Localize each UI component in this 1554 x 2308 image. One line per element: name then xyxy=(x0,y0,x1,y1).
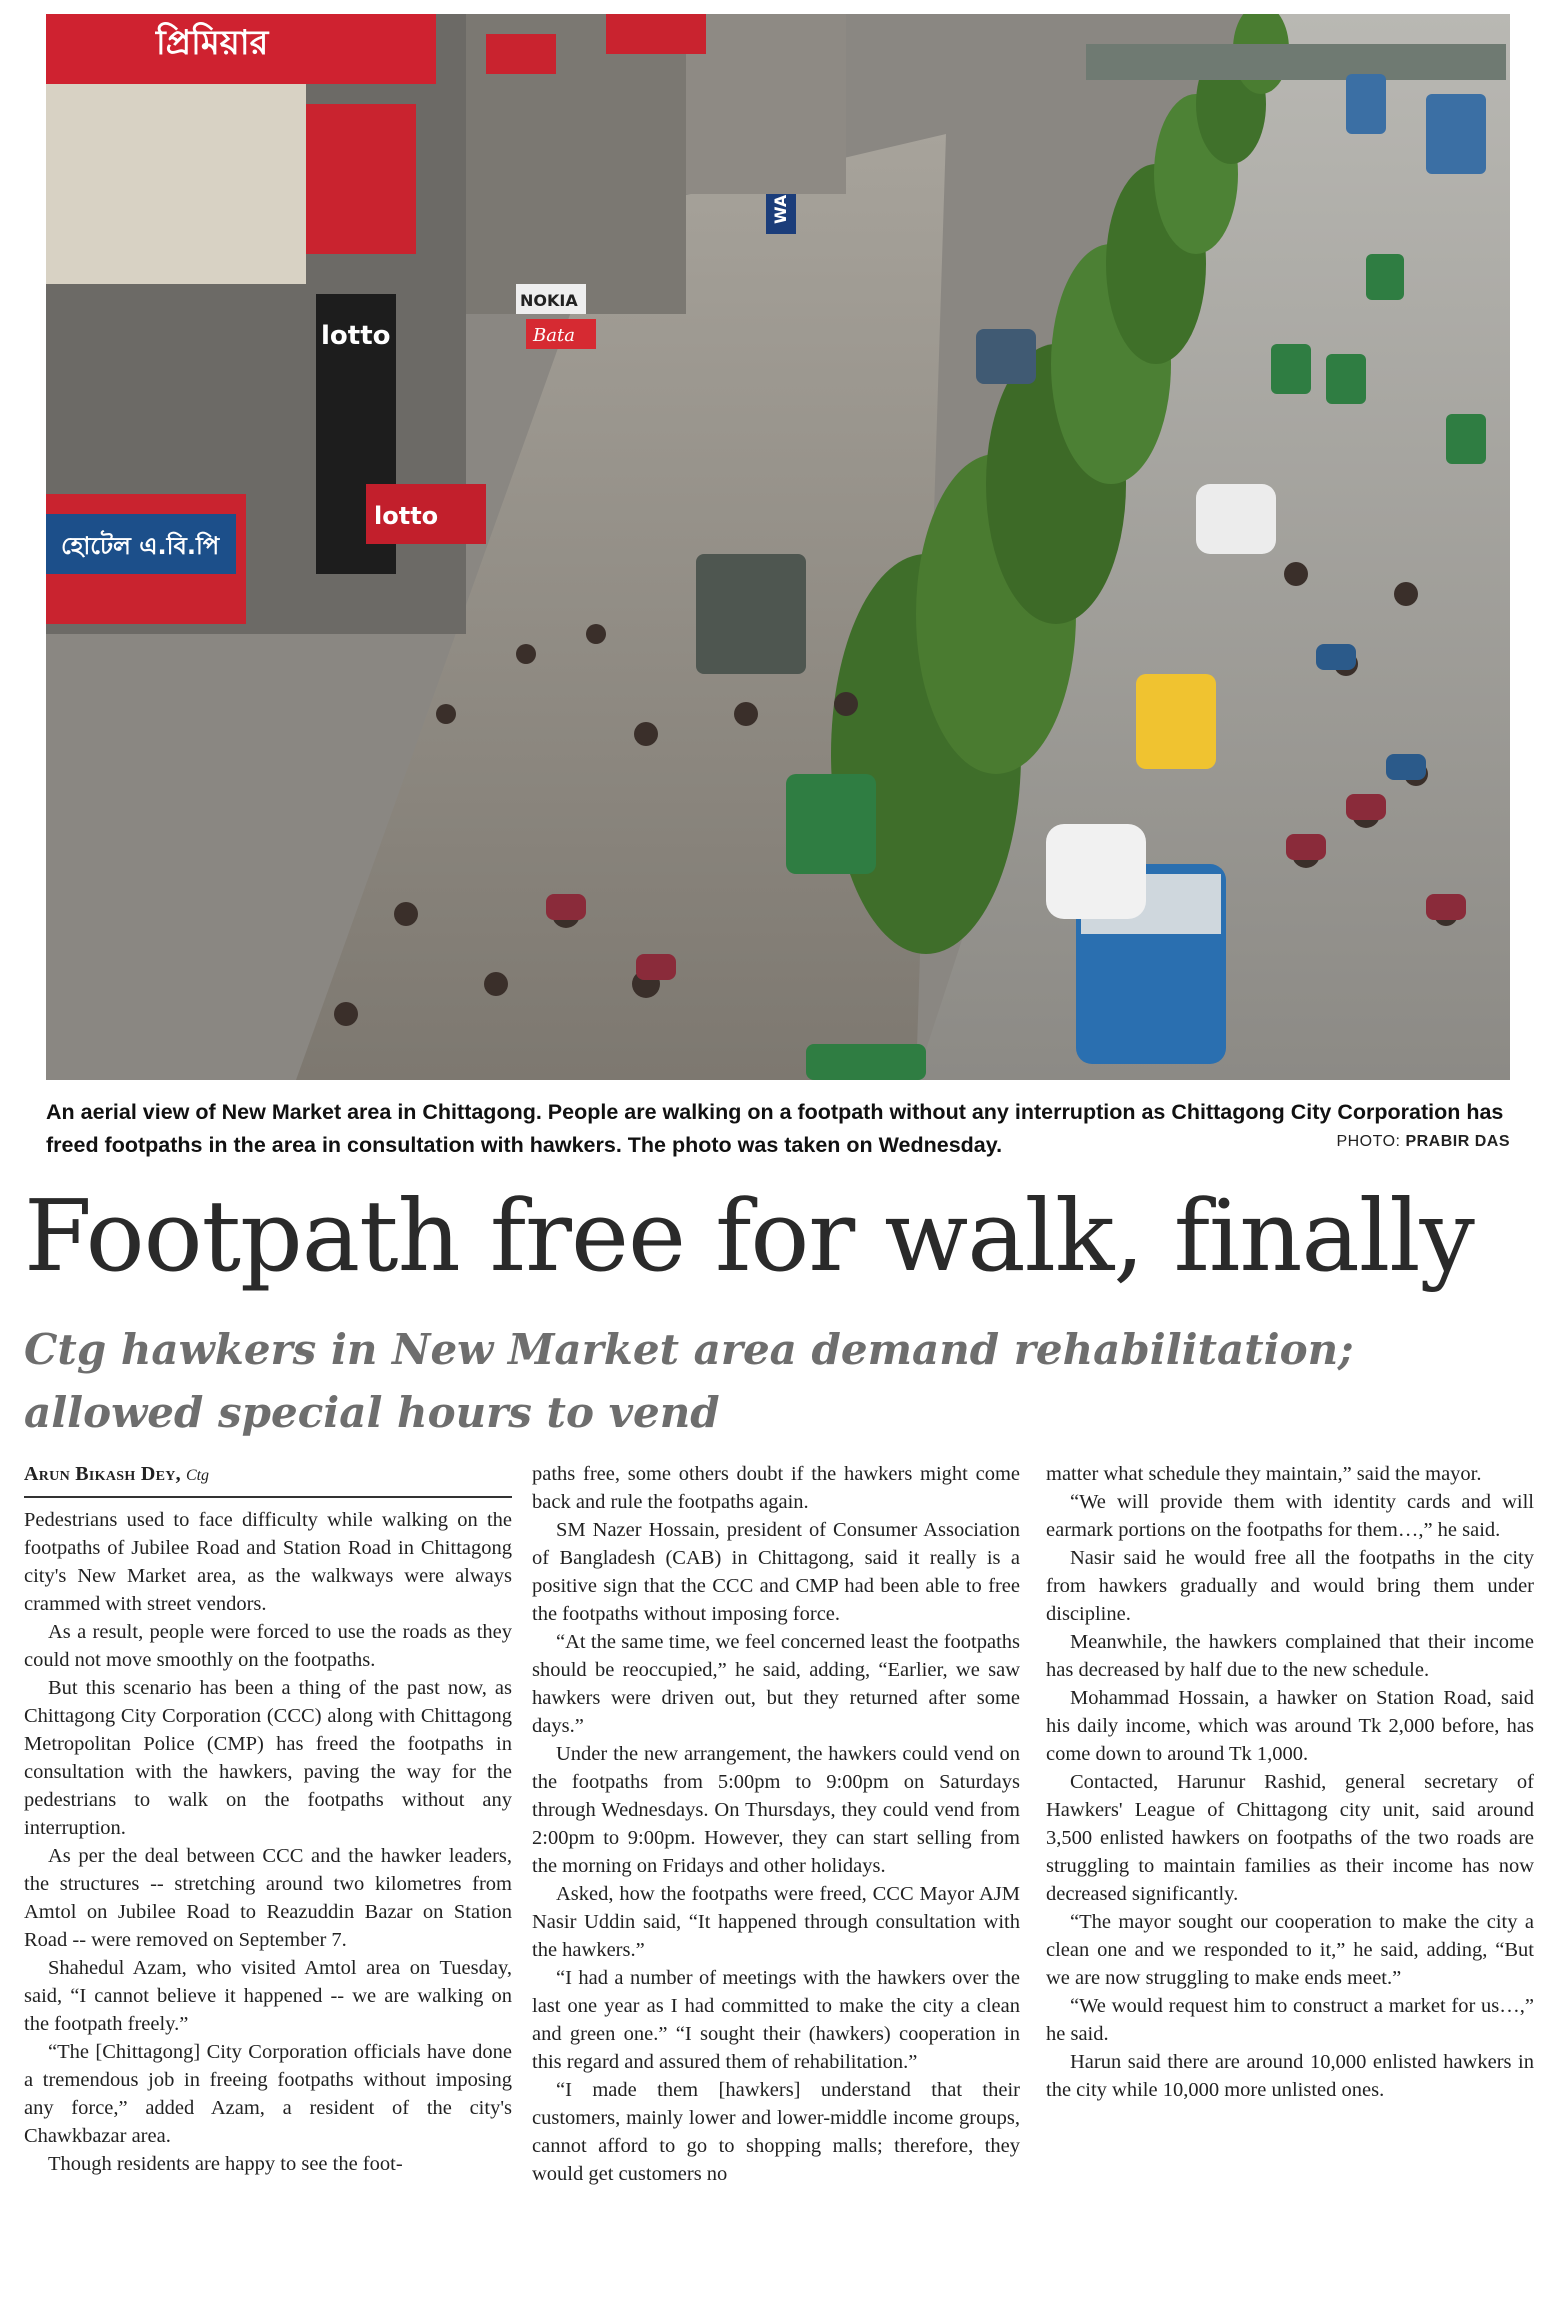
paragraph: “I had a number of meetings with the hawkers over the last one year as I had committed to make the city a clean and green one.” “I sought their (hawkers) cooperation in this regard and assured them of rehabilitation.” xyxy=(532,1967,1020,2073)
article-column-3 xyxy=(1046,1460,1534,2104)
paragraph: SM Nazer Hossain, president of Consumer Association of Bangladesh (CAB) in Chittagong, said it really is a positive sign that the CCC and CMP had been able to free the footpaths without imposing force. xyxy=(532,1519,1020,1625)
paragraph: Though residents are happy to see the foot- xyxy=(48,2153,403,2175)
paragraph: “At the same time, we feel concerned least the footpaths should be reoccupied,” he said, adding, “Earlier, we saw hawkers were driven out, but they returned after some days.” xyxy=(532,1631,1020,1737)
paragraph: “The mayor sought our cooperation to make the city a clean one and we responded to it,” he said, adding, “But we are now struggling to make ends meet.” xyxy=(1046,1911,1534,1989)
sign-hotel: হোটেল এ.বি.পি xyxy=(61,532,220,560)
paragraph: paths free, some others doubt if the hawkers might come back and rule the footpaths again. xyxy=(532,1463,1020,1513)
paragraph: Contacted, Harunur Rashid, general secretary of Hawkers' League of Chittagong city unit, said around 3,500 enlisted hawkers on footpaths of the two roads are struggling to maintain families as their income has now decreased significantly. xyxy=(1046,1771,1534,1905)
paragraph: “We would request him to construct a market for us…,” he said. xyxy=(1046,1995,1534,2045)
paragraph: Shahedul Azam, who visited Amtol area on Tuesday, said, “I cannot believe it happened -- we are walking on the footpath freely.” xyxy=(24,1957,512,2035)
photo-credit-name: PRABIR DAS xyxy=(1405,1133,1510,1150)
aerial-street-photo xyxy=(46,14,1510,1080)
photo-credit-prefix: PHOTO: xyxy=(1336,1133,1406,1150)
paragraph: “We will provide them with identity cards and will earmark portions on the footpaths for them…,” he said. xyxy=(1046,1491,1534,1541)
article-column-2 xyxy=(532,1460,1020,2188)
paragraph: Under the new arrangement, the hawkers could vend on the footpaths from 5:00pm to 9:00pm on Saturdays through Wednesdays. On Thursdays, they could vend from 2:00pm to 9:00pm. However, they can start selling from the morning on Fridays and other holidays. xyxy=(532,1743,1020,1877)
paragraph: Pedestrians used to face difficulty while walking on the footpaths of Jubilee Road and Station Road in Chittagong city's New Market area, as the walkways were always crammed with street vendors. xyxy=(24,1509,512,1615)
paragraph: “I made them [hawkers] understand that their customers, mainly lower and lower-middle income groups, cannot afford to go to shopping malls; therefore, they would get customers no xyxy=(532,2079,1020,2185)
paragraph: But this scenario has been a thing of the past now, as Chittagong City Corporation (CCC) along with Chittagong Metropolitan Police (CMP) has freed the footpaths in consultation with the hawkers, paving the way for the pedestrians to walk on the footpaths without any interruption. xyxy=(24,1677,512,1839)
paragraph: Meanwhile, the hawkers complained that their income has decreased by half due to the new schedule. xyxy=(1046,1631,1534,1681)
news-photo xyxy=(46,14,1510,1080)
paragraph: Nasir said he would free all the footpaths in the city from hawkers gradually and would bring them under discipline. xyxy=(1046,1547,1534,1625)
sign-lotto-3: lotto xyxy=(374,502,439,530)
sign-nokia: NOKIA xyxy=(520,291,578,310)
paragraph: Mohammad Hossain, a hawker on Station Road, said his daily income, which was around Tk 2,000 before, has come down to around Tk 1,000. xyxy=(1046,1687,1534,1765)
headline: Footpath free for walk, finally xyxy=(24,1180,1474,1294)
byline-author: Arun Bikash Dey, xyxy=(24,1463,181,1485)
paragraph: “The [Chittagong] City Corporation officials have done a tremendous job in freeing footpaths without imposing any force,” added Azam, a resident of the city's Chawkbazar area. xyxy=(24,2041,512,2147)
sign-premier: প্রিমিয়ার xyxy=(156,23,269,63)
paragraph: matter what schedule they maintain,” said the mayor. xyxy=(1046,1463,1482,1485)
paragraph: Asked, how the footpaths were freed, CCC Mayor AJM Nasir Uddin said, “It happened through consultation with the hawkers.” xyxy=(532,1883,1020,1961)
byline-location: Ctg xyxy=(185,1467,210,1484)
subheadline: Ctg hawkers in New Market area demand rehabilitation; allowed special hours to vend xyxy=(24,1325,1354,1437)
sign-lotto-1: lotto xyxy=(321,321,391,351)
photo-caption: An aerial view of New Market area in Chittagong. People are walking on a footpath without any interruption as Chittagong City Corporation has freed footpaths in the area in consultation with hawkers. The photo was taken on Wednesday. xyxy=(46,1100,1504,1157)
paragraph: As per the deal between CCC and the hawker leaders, the structures -- stretching around two kilometres from Amtol on Jubilee Road to Reazuddin Bazar on Station Road -- were removed on September 7. xyxy=(24,1845,512,1951)
byline xyxy=(24,1460,512,1498)
photo-credit xyxy=(1336,1133,1510,1151)
article-column-1 xyxy=(24,1506,512,2178)
paragraph: As a result, people were forced to use the roads as they could not move smoothly on the footpaths. xyxy=(24,1621,512,1671)
paragraph: Harun said there are around 10,000 enlisted hawkers in the city while 10,000 more unlisted ones. xyxy=(1046,2051,1534,2101)
sign-bata: Bata xyxy=(533,325,575,346)
